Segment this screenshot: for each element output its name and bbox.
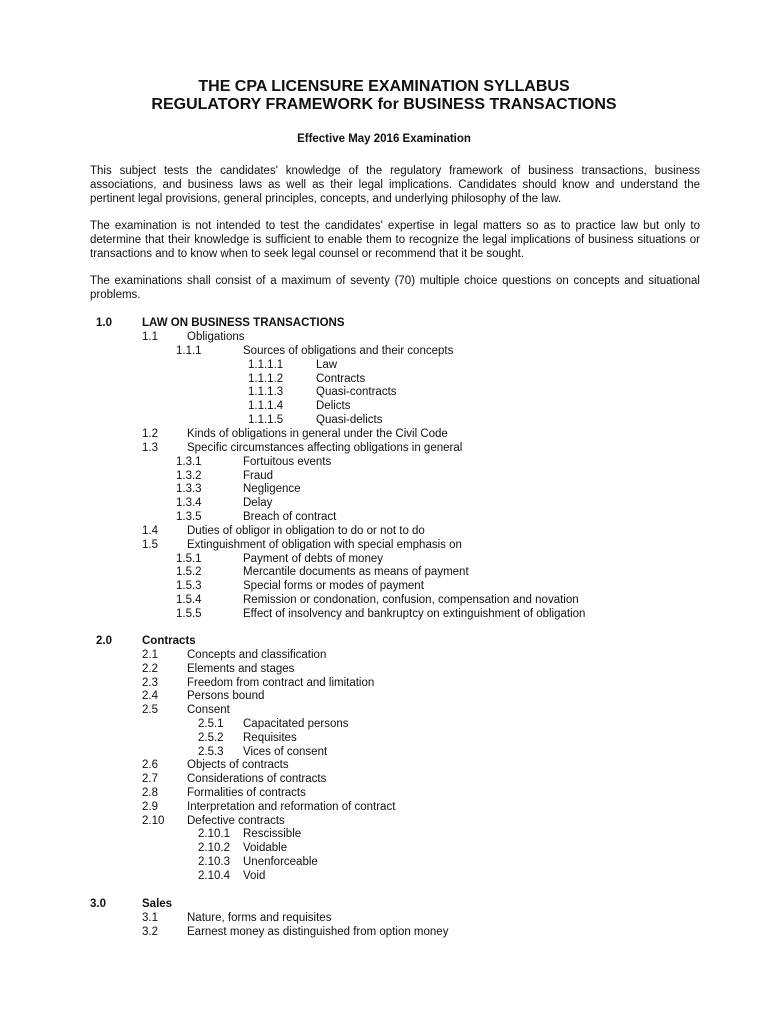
outline-item-number: 2.8 <box>142 787 158 799</box>
outline-item-number: 2.5.2 <box>198 731 224 744</box>
outline-item-number: 1.1.1.4 <box>248 400 284 413</box>
outline-item-number: 1.3 <box>142 441 158 454</box>
outline-item-text: Remission or condonation, confusion, compensation and novation <box>243 594 579 607</box>
outline-item-number: 3.2 <box>142 926 158 938</box>
outline-item-text: Delay <box>243 497 273 510</box>
outline-item-text: Specific circumstances affecting obligations in general <box>187 441 463 454</box>
outline-item-text: Defective contracts <box>187 814 285 827</box>
outline-item-number: 2.4 <box>142 690 158 703</box>
outline-item-number: 2.5.1 <box>198 718 224 730</box>
outline-item-text: Persons bound <box>187 690 265 703</box>
outline-item-number: 1.3.3 <box>176 483 202 496</box>
outline-item-text: Formalities of contracts <box>187 787 306 799</box>
outline-item-number: 1.1.1.1 <box>248 358 284 371</box>
outline-item-number: 2.5 <box>142 704 158 717</box>
outline-item-text: Voidable <box>243 842 288 855</box>
outline-item-text: Vices of consent <box>243 745 328 758</box>
outline-item-text: Void <box>243 869 266 882</box>
outline-item-text: Considerations of contracts <box>187 773 327 786</box>
outline-item-number: 2.10.3 <box>198 856 230 868</box>
outline-item-text: Earnest money as distinguished from option money <box>187 926 449 938</box>
outline-item-text: Special forms or modes of payment <box>243 580 424 593</box>
intro-paragraph: The examinations shall consist of a maximum of seventy (70) multiple choice questions on concepts and situational problems. <box>90 275 700 301</box>
outline-item-number: 2.1 <box>142 649 158 661</box>
outline-item-text: Consent <box>187 704 230 717</box>
outline-item-text: Duties of obligor in obligation to do or not to do <box>187 524 425 537</box>
outline-item-text: Quasi-delicts <box>316 414 383 427</box>
outline-item-text: Capacitated persons <box>243 718 349 730</box>
intro-paragraph: This subject tests the candidates' knowledge of the regulatory framework of business transactions, business associations, and business laws as well as their legal implications. Candidates should know and understand the pertinent legal provisions, general principles, concepts, and underlying philosophy of the law. <box>90 165 700 205</box>
outline-item-text: Rescissible <box>243 828 302 841</box>
outline-item-text: Kinds of obligations in general under the Civil Code <box>187 427 448 440</box>
section-number: 1.0 <box>96 317 112 329</box>
outline-item-text: Concepts and classification <box>187 649 327 661</box>
outline-item-number: 2.10 <box>142 814 165 827</box>
outline-item-text: Effect of insolvency and bankruptcy on extinguishment of obligation <box>243 608 586 620</box>
outline-item-number: 1.1 <box>142 331 158 343</box>
outline-item-number: 1.1.1.5 <box>248 414 284 427</box>
outline-item-number: 1.5 <box>142 538 158 551</box>
outline-item-number: 2.2 <box>142 662 158 675</box>
outline-item-number: 1.3.1 <box>176 455 202 468</box>
outline-item-number: 3.1 <box>142 912 158 924</box>
outline-item-number: 1.2 <box>142 427 158 440</box>
outline-item-text: Elements and stages <box>187 662 295 675</box>
effective-date: Effective May 2016 Examination <box>297 133 471 145</box>
outline-item-text: Law <box>316 358 338 371</box>
outline-item-text: Sources of obligations and their concepts <box>243 344 454 357</box>
outline-item-text: Interpretation and reformation of contract <box>187 800 396 813</box>
outline-item-number: 1.4 <box>142 524 158 537</box>
outline-item-number: 1.3.2 <box>176 469 202 482</box>
outline-item-text: Contracts <box>316 372 366 385</box>
outline-item-number: 2.5.3 <box>198 745 224 758</box>
outline-item-text: Quasi-contracts <box>316 386 397 399</box>
outline-item-text: Negligence <box>243 483 301 496</box>
document-title-line-1: THE CPA LICENSURE EXAMINATION SYLLABUS <box>198 78 570 95</box>
outline-item-text: Freedom from contract and limitation <box>187 676 375 689</box>
document-title-line-2: REGULATORY FRAMEWORK for BUSINESS TRANSACTIONS <box>151 96 617 113</box>
outline-item-number: 2.10.2 <box>198 842 230 855</box>
outline-item-number: 1.1.1 <box>176 344 202 357</box>
outline-item-number: 2.6 <box>142 759 158 772</box>
outline-item-text: Fraud <box>243 469 274 482</box>
outline-item-number: 1.1.1.2 <box>248 372 284 385</box>
outline-item-text: Delicts <box>316 400 351 413</box>
outline-item-text: Fortuitous events <box>243 455 332 468</box>
outline-item-number: 2.7 <box>142 773 158 786</box>
outline-item-text: Requisites <box>243 731 297 744</box>
outline-item-number: 1.5.5 <box>176 608 202 620</box>
outline-item-number: 2.9 <box>142 800 158 813</box>
section-title: Contracts <box>142 635 196 647</box>
outline-item-text: Mercantile documents as means of payment <box>243 566 469 579</box>
outline-item-text: Payment of debts of money <box>243 552 383 565</box>
outline-item-number: 1.5.3 <box>176 580 202 593</box>
outline-item-number: 1.5.4 <box>176 594 202 607</box>
outline-item-number: 2.3 <box>142 676 158 689</box>
outline-item-text: Breach of contract <box>243 511 337 524</box>
outline-item-number: 1.1.1.3 <box>248 386 284 399</box>
section-title: Sales <box>142 898 173 910</box>
outline-item-number: 2.10.1 <box>198 828 230 841</box>
outline-item-number: 1.5.2 <box>176 566 202 579</box>
outline-item-number: 1.3.5 <box>176 511 202 524</box>
outline-item-number: 1.5.1 <box>176 552 202 565</box>
section-number: 3.0 <box>90 898 106 910</box>
outline-item-text: Obligations <box>187 331 245 343</box>
section-title: LAW ON BUSINESS TRANSACTIONS <box>142 317 345 329</box>
outline-item-text: Extinguishment of obligation with special emphasis on <box>187 538 462 551</box>
outline-item-number: 1.3.4 <box>176 497 202 510</box>
section-number: 2.0 <box>96 635 112 647</box>
outline-item-number: 2.10.4 <box>198 869 230 882</box>
outline-item-text: Objects of contracts <box>187 759 289 772</box>
outline-item-text: Unenforceable <box>243 856 318 868</box>
intro-paragraph: The examination is not intended to test the candidates' expertise in legal matters so as to practice law but only to determine that their knowledge is sufficient to enable them to recognize the legal implications of business situations or transactions and to know when to seek legal counsel or recommend that it be sought. <box>90 220 700 260</box>
outline-item-text: Nature, forms and requisites <box>187 912 332 924</box>
